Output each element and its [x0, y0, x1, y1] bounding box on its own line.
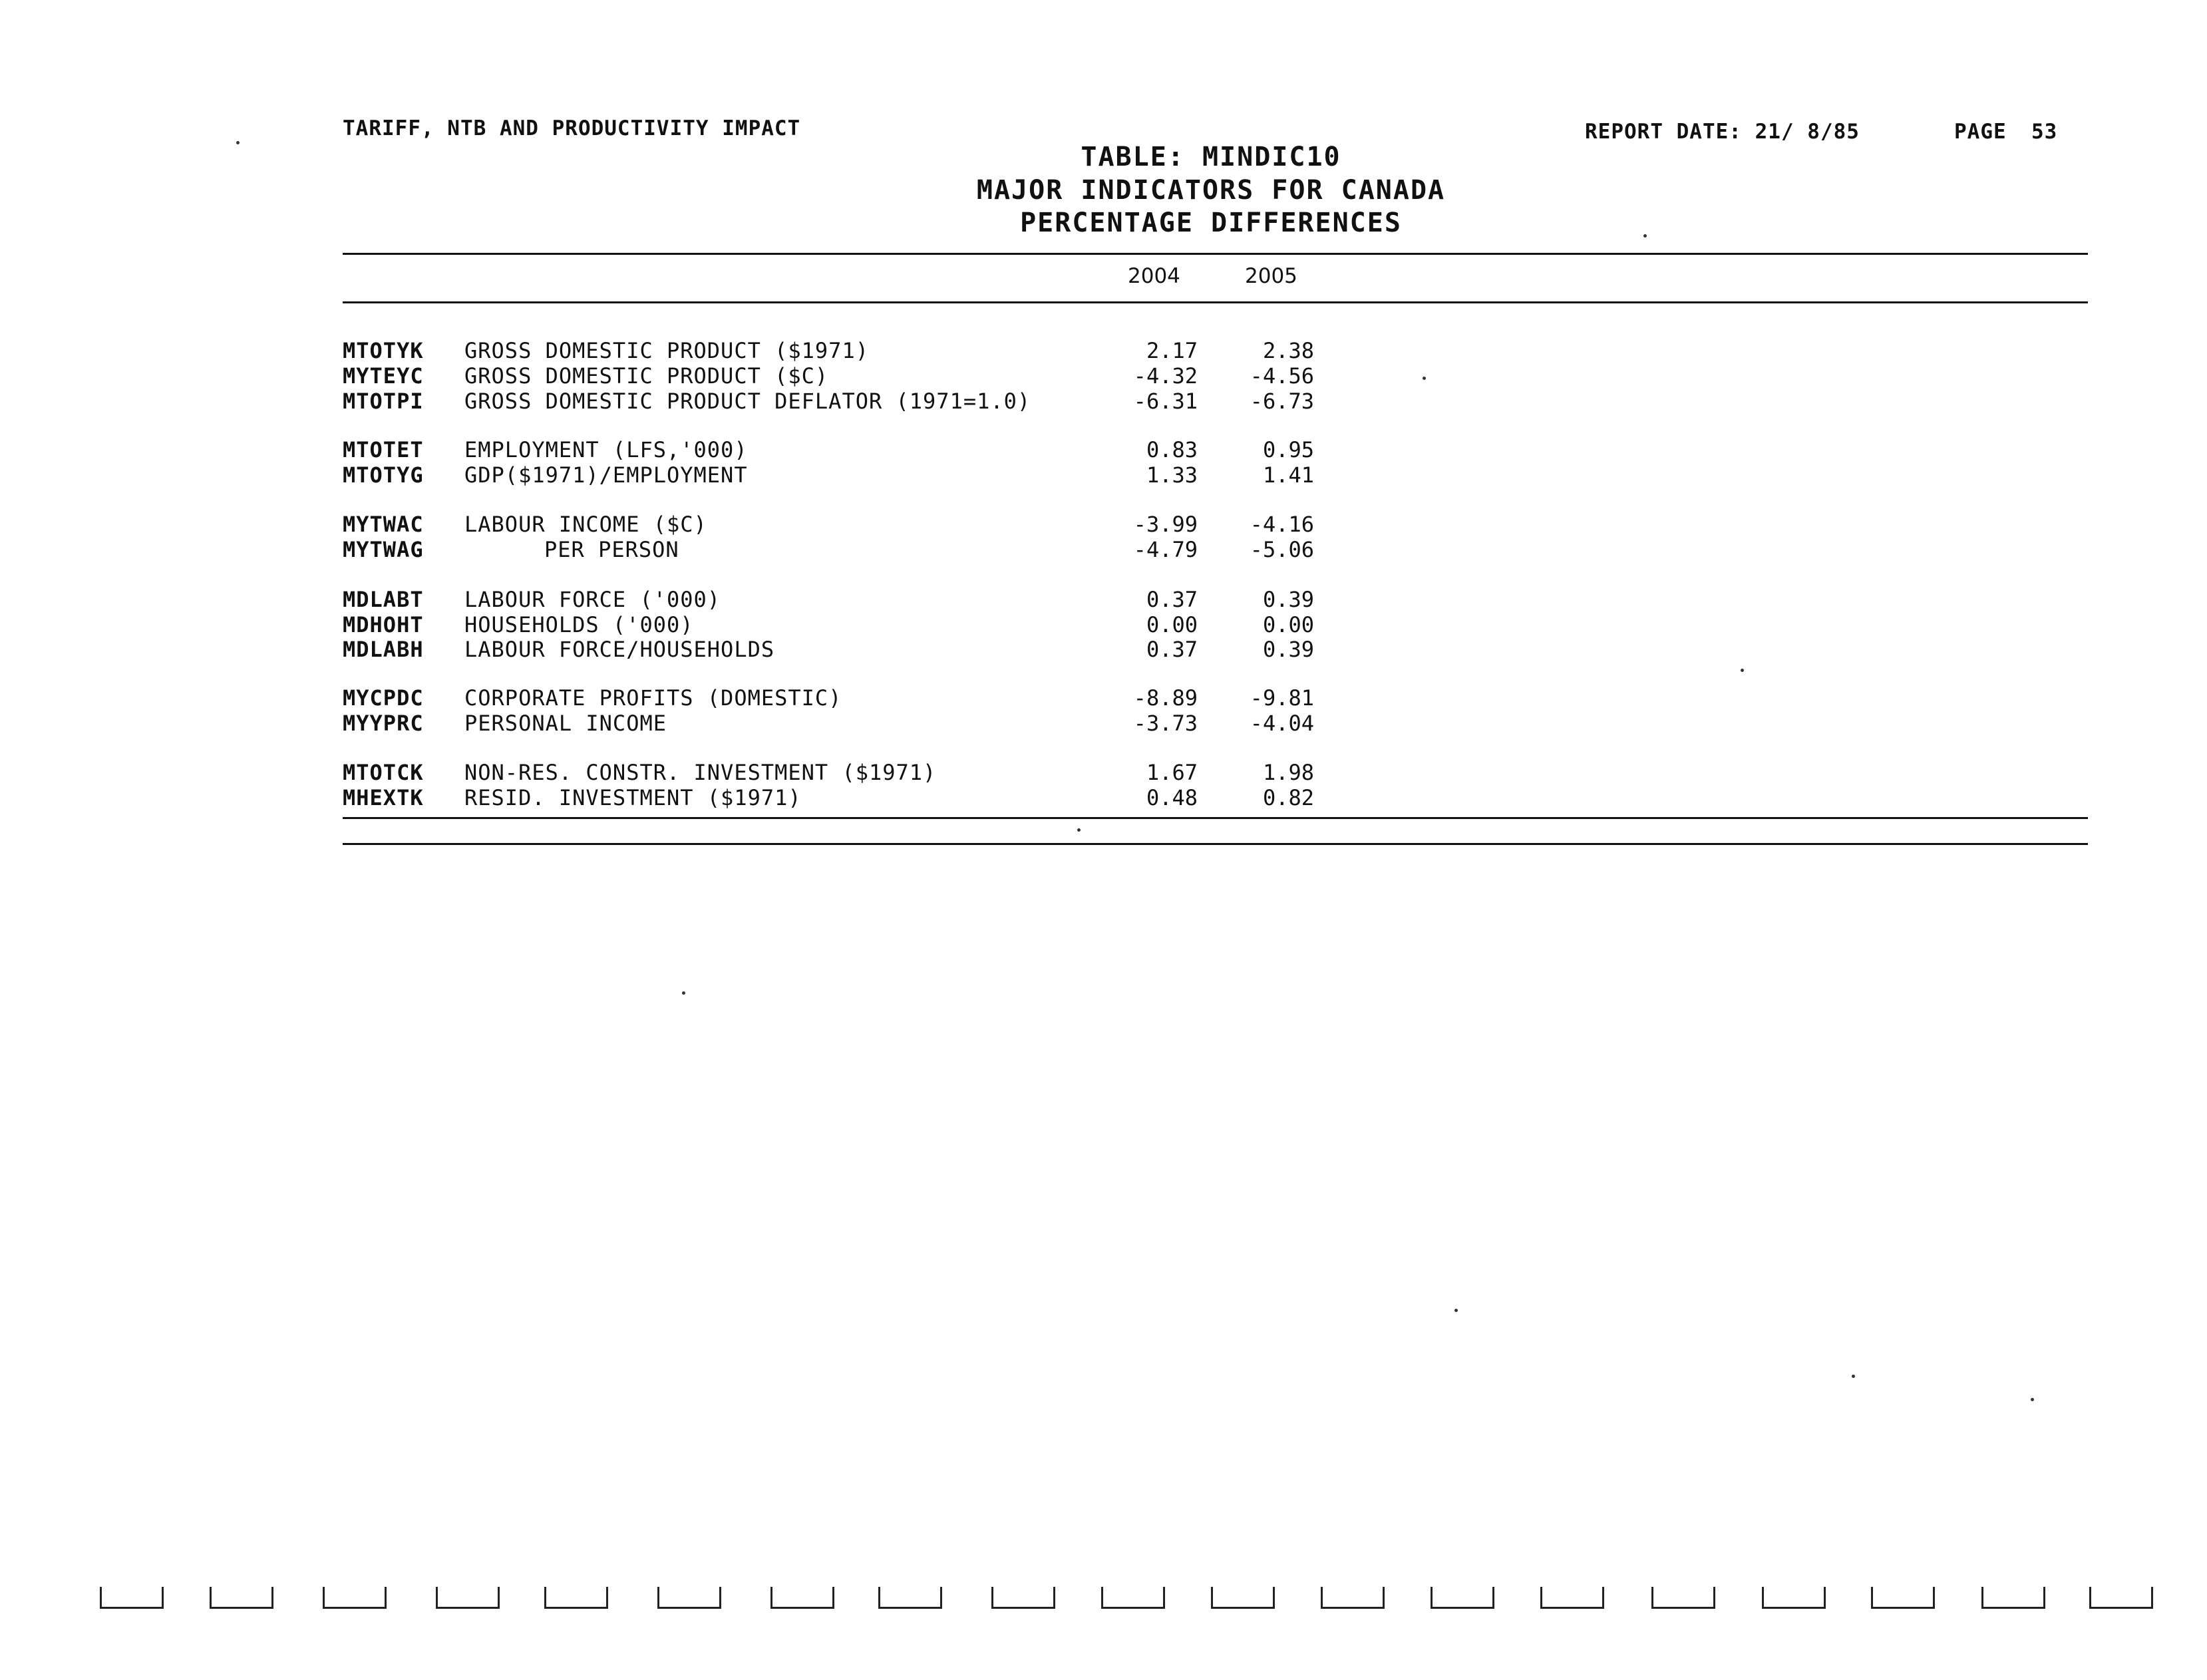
row-code: MDLABH — [343, 637, 424, 662]
row-label: LABOUR FORCE ('000) — [464, 587, 721, 612]
table-row — [0, 363, 2207, 389]
row-label: PERSONAL INCOME — [464, 711, 667, 736]
scan-speck — [1454, 1309, 1458, 1312]
row-code: MYTWAG — [343, 537, 424, 562]
row-code: MTOTCK — [343, 760, 424, 785]
table-row — [0, 389, 2207, 414]
value-2005: 1.41 — [1262, 462, 1314, 488]
row-label: LABOUR INCOME ($C) — [464, 512, 707, 537]
table-row — [0, 587, 2207, 612]
table-row — [0, 338, 2207, 363]
value-2005: 2.38 — [1262, 338, 1314, 363]
table-row — [0, 711, 2207, 736]
perforation-mark — [878, 1587, 942, 1609]
value-2005: -4.56 — [1250, 363, 1314, 389]
table-title: TABLE: MINDIC10 — [1081, 142, 1341, 172]
perforation-mark — [1651, 1587, 1715, 1609]
scan-speck — [1077, 828, 1081, 832]
table-row — [0, 637, 2207, 662]
value-2004: 0.37 — [1146, 637, 1198, 662]
table-row — [0, 685, 2207, 711]
perforation-mark — [1211, 1587, 1275, 1609]
value-2005: -6.73 — [1250, 389, 1314, 414]
row-label: HOUSEHOLDS ('000) — [464, 612, 694, 637]
value-2004: -4.79 — [1133, 537, 1198, 562]
row-code: MYTWAC — [343, 512, 424, 537]
row-label: RESID. INVESTMENT ($1971) — [464, 785, 802, 810]
perforation-mark — [770, 1587, 834, 1609]
value-2005: -4.04 — [1250, 711, 1314, 736]
scan-speck — [1852, 1375, 1855, 1378]
row-label: EMPLOYMENT (LFS,'000) — [464, 437, 748, 462]
perforation-mark — [544, 1587, 608, 1609]
row-code: MHEXTK — [343, 785, 424, 810]
value-2004: -3.73 — [1133, 711, 1198, 736]
perforation-mark — [1871, 1587, 1935, 1609]
column-header-2004: 2004 — [1128, 264, 1180, 288]
perforation-mark — [1431, 1587, 1494, 1609]
row-label: LABOUR FORCE/HOUSEHOLDS — [464, 637, 775, 662]
table-row — [0, 437, 2207, 462]
table-row — [0, 462, 2207, 488]
row-code: MYYPRC — [343, 711, 424, 736]
value-2004: -3.99 — [1133, 512, 1198, 537]
perforation-mark — [100, 1587, 164, 1609]
value-2004: 1.33 — [1146, 462, 1198, 488]
row-label: GROSS DOMESTIC PRODUCT DEFLATOR (1971=1.0) — [464, 389, 1031, 414]
value-2004: 0.00 — [1146, 612, 1198, 637]
row-label: CORPORATE PROFITS (DOMESTIC) — [464, 685, 842, 711]
table-row — [0, 760, 2207, 785]
row-label: NON-RES. CONSTR. INVESTMENT ($1971) — [464, 760, 937, 785]
perforation-mark — [1762, 1587, 1826, 1609]
value-2004: -8.89 — [1133, 685, 1198, 711]
value-2005: 0.95 — [1262, 437, 1314, 462]
row-label: PER PERSON — [544, 537, 679, 562]
row-code: MDHOHT — [343, 612, 424, 637]
page-number: 53 — [2031, 120, 2058, 144]
value-2005: 0.39 — [1262, 587, 1314, 612]
bottom-rule-1 — [343, 817, 2088, 819]
column-header-2005: 2005 — [1245, 264, 1297, 288]
scan-speck — [682, 991, 685, 995]
value-2004: -4.32 — [1133, 363, 1198, 389]
scan-speck — [1741, 669, 1744, 672]
value-2005: -5.06 — [1250, 537, 1314, 562]
value-2004: -6.31 — [1133, 389, 1198, 414]
bottom-rule-2 — [343, 843, 2088, 845]
perforation-mark — [210, 1587, 273, 1609]
row-code: MTOTYG — [343, 462, 424, 488]
header-rule — [343, 301, 2088, 303]
report-date: REPORT DATE: 21/ 8/85 — [1585, 120, 1860, 144]
table-subtitle: MAJOR INDICATORS FOR CANADA — [976, 175, 1446, 206]
row-code: MDLABT — [343, 587, 424, 612]
perforation-mark — [436, 1587, 500, 1609]
value-2005: 0.82 — [1262, 785, 1314, 810]
scan-speck — [1423, 377, 1426, 380]
row-label: GROSS DOMESTIC PRODUCT ($C) — [464, 363, 829, 389]
table-row — [0, 612, 2207, 637]
value-2005: 1.98 — [1262, 760, 1314, 785]
value-2004: 0.37 — [1146, 587, 1198, 612]
scan-speck — [236, 141, 240, 144]
top-rule — [343, 253, 2088, 255]
row-label: GROSS DOMESTIC PRODUCT ($1971) — [464, 338, 869, 363]
perforation-mark — [323, 1587, 387, 1609]
row-label: GDP($1971)/EMPLOYMENT — [464, 462, 748, 488]
perforation-mark — [1981, 1587, 2045, 1609]
value-2005: -4.16 — [1250, 512, 1314, 537]
row-code: MTOTPI — [343, 389, 424, 414]
value-2005: -9.81 — [1250, 685, 1314, 711]
page-label: PAGE — [1954, 120, 2007, 144]
row-code: MTOTET — [343, 437, 424, 462]
scan-speck — [2031, 1398, 2034, 1401]
row-code: MTOTYK — [343, 338, 424, 363]
value-2004: 2.17 — [1146, 338, 1198, 363]
table-subtitle-2: PERCENTAGE DIFFERENCES — [1020, 208, 1402, 238]
value-2005: 0.39 — [1262, 637, 1314, 662]
row-code: MYCPDC — [343, 685, 424, 711]
perforation-mark — [1101, 1587, 1165, 1609]
perforation-mark — [2089, 1587, 2153, 1609]
perforation-mark — [1321, 1587, 1385, 1609]
value-2004: 0.83 — [1146, 437, 1198, 462]
table-row — [0, 785, 2207, 810]
value-2004: 1.67 — [1146, 760, 1198, 785]
value-2005: 0.00 — [1262, 612, 1314, 637]
perforation-mark — [657, 1587, 721, 1609]
row-code: MYTEYC — [343, 363, 424, 389]
perforation-mark — [1540, 1587, 1604, 1609]
perforation-mark — [991, 1587, 1055, 1609]
scan-speck — [1643, 234, 1647, 238]
value-2004: 0.48 — [1146, 785, 1198, 810]
table-row — [0, 512, 2207, 537]
report-heading: TARIFF, NTB AND PRODUCTIVITY IMPACT — [343, 116, 801, 140]
table-row — [0, 537, 2207, 562]
